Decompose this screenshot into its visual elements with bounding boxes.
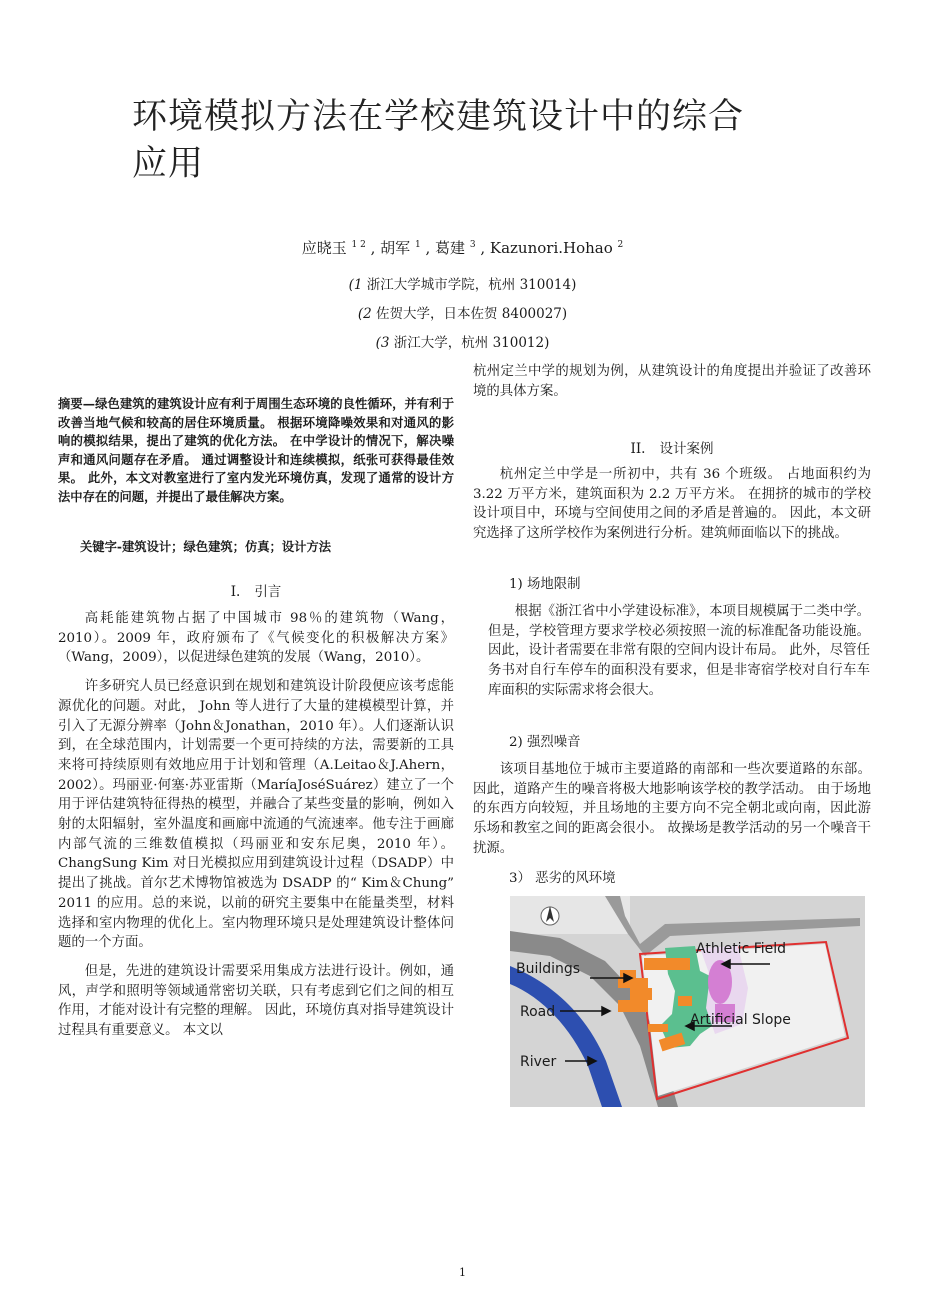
section-1-number: I. bbox=[230, 584, 241, 600]
subsection-3-title: 3） 恶劣的风环境 bbox=[509, 871, 616, 886]
building-block bbox=[618, 1000, 648, 1012]
subsection-2-title: 2) 强烈噪音 bbox=[509, 735, 581, 750]
affiliation-3 bbox=[0, 334, 925, 352]
section-1-body bbox=[58, 609, 454, 1041]
paper-title bbox=[132, 94, 812, 188]
section-1-heading bbox=[58, 583, 454, 601]
affiliation-2-mark: (2 bbox=[357, 306, 372, 322]
affiliation-1-text: 浙江大学城市学院，杭州 310014) bbox=[362, 277, 577, 293]
label-artificial-slope: Artificial Slope bbox=[690, 1012, 791, 1028]
author-3: , 葛建 bbox=[425, 239, 466, 257]
site-plan-figure bbox=[510, 896, 865, 1107]
paragraph: 该项目基地位于城市主要道路的南部和一些次要道路的东部。 因此，道路产生的噪音将极大地影响该学校的教学活动。 由于场地的东西方向较短，并且场地的主要方向不完全朝北或向南，因此游乐场和教室之间的距离会很小。 故操场是教学活动的另一个噪音干扰源。 bbox=[473, 762, 871, 856]
author-2-affil: 1 bbox=[414, 240, 421, 250]
keywords: 关键字-建筑设计；绿色建筑；仿真；设计方法 bbox=[80, 540, 332, 554]
paragraph: 杭州定兰中学是一所初中，共有 36 个班级。 占地面积约为 3.22 万平方米，建筑面积为 2.2 万平方米。 在拥挤的城市的学校设计项目中，环境与空间使用之间的矛盾是普遍的。 因此，本文研究选择了这所学校作为案例进行分析。建筑师面临以下的挑战。 bbox=[473, 467, 871, 542]
section-2-number: II. bbox=[630, 441, 646, 457]
affiliation-2-text: 佐贺大学，日本佐贺 8400027) bbox=[371, 306, 568, 322]
section-2-heading bbox=[473, 440, 871, 458]
author-list bbox=[0, 235, 925, 258]
building-block bbox=[630, 988, 652, 1000]
section-2-body bbox=[473, 465, 871, 544]
author-2: , 胡军 bbox=[370, 239, 411, 257]
section-1-title: 引言 bbox=[254, 584, 282, 600]
label-buildings: Buildings bbox=[516, 961, 581, 977]
affiliation-2 bbox=[0, 305, 925, 323]
section-2-title: 设计案例 bbox=[659, 441, 714, 457]
title-line-1: 环境模拟方法在学校建筑设计中的综合 bbox=[132, 97, 745, 137]
label-road: Road bbox=[520, 1004, 556, 1020]
label-river: River bbox=[520, 1054, 557, 1070]
paragraph: 高耗能建筑物占据了中国城市 98％的建筑物（Wang，2010）。2009 年，政府颁布了《气候变化的积极解决方案》（Wang，2009），以促进绿色建筑的发展（Wang，2010）。 bbox=[58, 611, 454, 666]
affiliation-1-mark: (1 bbox=[348, 277, 363, 293]
title-line-2: 应用 bbox=[132, 144, 205, 184]
right-column-continuation: 杭州定兰中学的规划为例，从建筑设计的角度提出并验证了改善环境的具体方案。 bbox=[473, 364, 871, 399]
subsection-1-body bbox=[488, 602, 870, 701]
paragraph: 但是，先进的建筑设计需要采用集成方法进行设计。例如，通风，声学和照明等领域通常密切关联，只有考虑到它们之间的相互作用，才能对设计有完整的理解。 因此，环境仿真对指导建筑设计过程具有重要意义。 本文以 bbox=[58, 963, 454, 1039]
subsection-2-body bbox=[473, 760, 871, 859]
author-4: , Kazunori.Hohao bbox=[480, 239, 613, 257]
page-number: 1 bbox=[459, 1266, 466, 1279]
paragraph: 根据《浙江省中小学建设标准》，本项目规模属于二类中学。 但是，学校管理方要求学校必须按照一流的标准配备功能设施。 因此，设计者需要在非常有限的空间内设计布局。 此外，尽管任务书对自行车停车的面积没有要求，但是非寄宿学校对自行车车库面积的实际需求将会很大。 bbox=[488, 604, 870, 698]
building-block bbox=[644, 958, 690, 970]
affiliation-3-text: 浙江大学，杭州 310012) bbox=[389, 335, 550, 351]
author-3-affil: 3 bbox=[469, 240, 476, 250]
affiliation-3-mark: (3 bbox=[375, 335, 390, 351]
affiliation-1 bbox=[0, 276, 925, 294]
building-block bbox=[618, 978, 648, 988]
label-athletic-field: Athletic Field bbox=[696, 941, 787, 957]
paragraph: 许多研究人员已经意识到在规划和建筑设计阶段便应该考虑能源优化的问题。对此， John 等人进行了大量的建模模型计算，并引入了无源分辨率（John＆Jonathan，2010 年）。人们逐渐认识到，在全球范围内，计划需要一个更可持续的方法，需要新的工具来将可持续原则有效地应用于计划和管理（A.Leitao＆J.Ahern，2002）。玛丽亚·何塞·苏亚雷斯（MaríaJoséSuárez）建立了一个用于评估建筑特征得热的模型，并融合了某些变量的影响，例如入射的太阳辐射，室外温度和画廊中流通的气流速率。他专注于画廊内部气流的三维数值模拟（玛丽亚和安东尼奥，2010 年）。 ChangSung Kim 对日光模拟应用到建筑设计过程（DSADP）中提出了挑战。首尔艺术博物馆被选为 DSADP 的“ Kim＆Chung” 2011 的应用。总的来说，以前的研究主要集中在能量类型，材料选择和室内物理的优化上。室内物理环境只是处理建筑设计整体问题的一个方面。 bbox=[58, 679, 454, 951]
building-block bbox=[678, 996, 692, 1006]
building-block bbox=[648, 1024, 668, 1032]
author-1: 应晓玉 bbox=[301, 239, 347, 257]
abstract: 摘要—绿色建筑的建筑设计应有利于周围生态环境的良性循环，并有利于改善当地气候和较高的居住环境质量。 根据环境降噪效果和对通风的影响的模拟结果，提出了建筑的优化方法。 在中学设计的情况下，解决噪声和通风问题存在矛盾。 通过调整设计和连续模拟，纸张可获得最佳效果。 此外，本文对教室进行了室内发光环境仿真，发现了通常的设计方法中存在的问题，并提出了最佳解决方案。 bbox=[58, 397, 454, 504]
subsection-1-title: 1) 场地限制 bbox=[509, 577, 581, 592]
site-plan-svg bbox=[510, 896, 865, 1107]
author-1-affil: 1 2 bbox=[351, 240, 366, 250]
author-4-affil: 2 bbox=[617, 240, 624, 250]
